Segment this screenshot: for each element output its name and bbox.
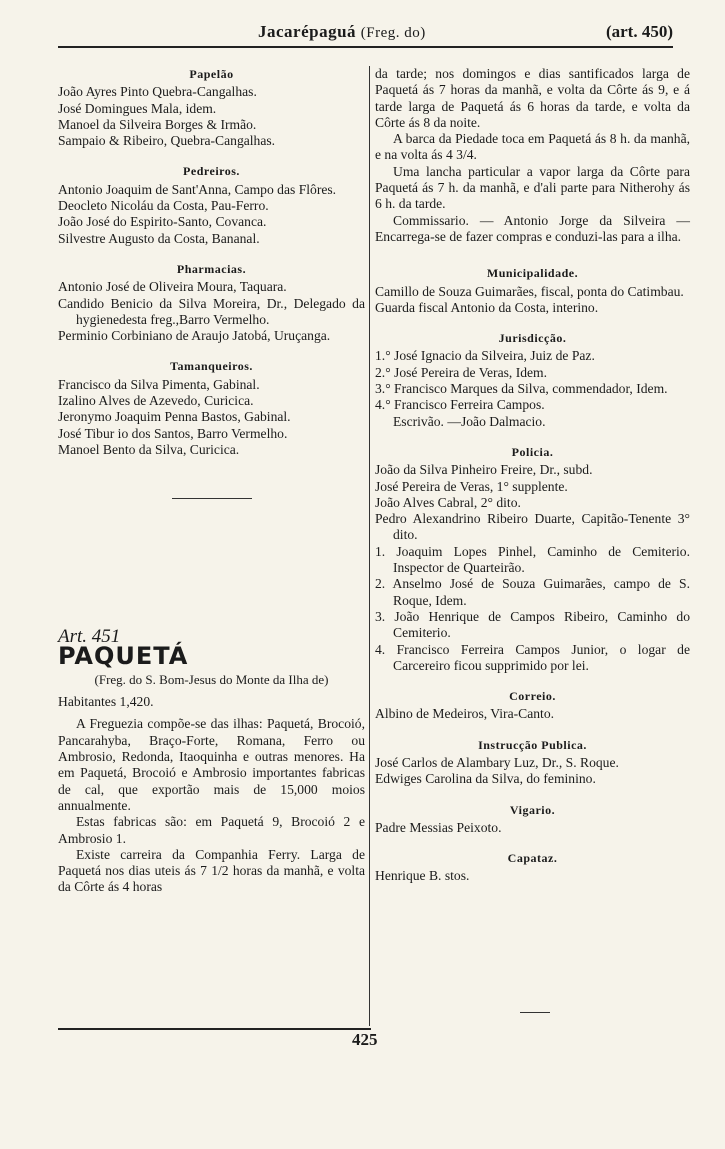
list-item: Manoel Bento da Silva, Curicica.	[58, 441, 240, 457]
list-item: 3. João Henrique de Campos Ribeiro, Caminho do Cemiterio.	[375, 608, 690, 641]
section-heading: Capataz.	[507, 851, 558, 866]
section-heading: Papelão	[189, 67, 234, 81]
section-heading: Vigario.	[509, 802, 556, 817]
section-heading: Policia.	[511, 444, 554, 459]
section-instruccao-publica	[375, 737, 690, 788]
section-heading: Tamanqueiros.	[170, 359, 253, 374]
article-label: Art. 451	[58, 626, 121, 648]
list-item: 2. Anselmo José de Souza Guimarães, campo de S. Roque, Idem.	[375, 576, 690, 608]
section-heading: Municipalidade.	[486, 266, 579, 281]
list-item: Jeronymo Joaquim Penna Bastos, Gabinal.	[58, 409, 291, 425]
paragraph: A Freguezia compõe-se das ilhas: Paquetá, Brocoió, Pancarahyba, Braço-Forte, Romana, Ferro ou Ambrosio, Redonda, Itaoquinha e outras menores. Ha em Paquetá, Brocoió e Ambrosio importantes fabricas de cal, que exportão mais de 15,000 moios annualmente.	[58, 716, 365, 813]
list-item: Silvestre Augusto da Costa, Bananal.	[58, 230, 260, 246]
habitantes-line: Habitantes 1,420.	[58, 694, 154, 710]
section-separator	[172, 498, 252, 499]
list-item: 1.° José Ignacio da Silveira, Juiz de Paz.	[375, 348, 595, 364]
list-item: 3.° Francisco Marques da Silva, commendador, Idem.	[375, 381, 668, 397]
list-item: Antonio Joaquim de Sant'Anna, Campo das Flôres.	[58, 181, 337, 197]
list-item: Padre Messias Peixoto.	[375, 819, 502, 835]
list-item: Antonio José de Oliveira Moura, Taquara.	[58, 279, 287, 295]
list-item: José Domingues Mala, idem.	[58, 100, 217, 116]
section-vigario	[375, 802, 690, 837]
paragraph: A barca da Piedade toca em Paquetá ás 8 h. da manhã, e na volta ás 4 3/4.	[375, 131, 690, 163]
list-item: João Alves Cabral, 2° dito.	[375, 494, 521, 510]
section-pharmacias	[58, 261, 365, 344]
list-item: João da Silva Pinheiro Freire, Dr., subd.	[375, 462, 593, 478]
paragraph: Uma lancha particular a vapor larga da Côrte para Paquetá ás 7 h. da manhã, e d'ali parte para Nitherohy ás 6 h. da tarde.	[375, 163, 690, 212]
right-column	[375, 66, 690, 899]
running-header	[58, 20, 673, 44]
list-item: 4.° Francisco Ferreira Campos.	[375, 397, 545, 413]
list-item: 4. Francisco Ferreira Campos Junior, o logar de Carcereiro ficou supprimido por lei.	[375, 641, 690, 673]
section-tamanqueiros	[58, 358, 365, 458]
section-heading: Pharmacias.	[176, 261, 247, 276]
list-item: Henrique B. stos.	[375, 868, 470, 884]
list-item: Perminio Corbiniano de Araujo Jatobá, Uruçanga.	[58, 328, 331, 344]
list-item: Sampaio & Ribeiro, Quebra-Cangalhas.	[58, 133, 276, 149]
list-item: José Tibur io dos Santos, Barro Vermelho.	[58, 425, 288, 441]
column-divider	[369, 66, 370, 1026]
header-rule	[58, 46, 673, 48]
section-policia	[375, 444, 690, 674]
list-item: João José do Espirito-Santo, Covanca.	[58, 214, 267, 230]
list-item: Guarda fiscal Antonio da Costa, interino.	[375, 299, 599, 315]
section-heading: Correio.	[509, 689, 556, 704]
list-item: José Pereira de Veras, 1° supplente.	[375, 478, 568, 494]
list-item: Pedro Alexandrino Ribeiro Duarte, Capitão-Tenente 3° dito.	[375, 511, 690, 543]
section-papelao	[58, 66, 365, 149]
freguesia-line: (Freg. do S. Bom-Jesus do Monte da Ilha de)	[94, 671, 329, 687]
list-item: Escrivão. —João Dalmacio.	[393, 413, 546, 429]
list-item: Edwiges Carolina da Silva, do feminino.	[375, 771, 596, 787]
paragraph: Existe carreira da Companhia Ferry. Larga de Paquetá nos dias uteis ás 7 1/2 horas da manhã, e volta da Côrte ás 4 horas	[58, 846, 365, 895]
page-number: 425	[352, 1030, 378, 1049]
list-item: 2.° José Pereira de Veras, Idem.	[375, 364, 548, 380]
end-dash	[520, 1012, 550, 1013]
list-item: José Carlos de Alambary Luz, Dr., S. Roque.	[375, 754, 619, 770]
section-heading: Jurisdicção.	[498, 331, 567, 346]
section-jurisdiccao	[375, 330, 690, 430]
section-heading: Instrucção Publica.	[478, 737, 587, 752]
section-pedreiros	[58, 163, 365, 246]
section-municipalidade	[375, 265, 690, 316]
list-item: Candido Benicio da Silva Moreira, Dr., Delegado da hygienedesta freg.,Barro Vermelho.	[58, 295, 365, 327]
section-correio	[375, 688, 690, 723]
list-item: 1. Joaquim Lopes Pinhel, Caminho de Cemiterio. Inspector de Quarteirão.	[375, 543, 690, 576]
header-title	[258, 22, 426, 42]
header-title-text: Jacarépaguá	[258, 22, 357, 41]
header-subtitle: (Freg. do)	[360, 25, 426, 41]
paragraph: Commissario. — Antonio Jorge da Silveira — Encarrega-se de fazer compras e conduzi-las para a ilha.	[375, 212, 690, 244]
section-capataz	[375, 850, 690, 885]
list-item: João Ayres Pinto Quebra-Cangalhas.	[58, 84, 257, 100]
section-heading: Pedreiros.	[183, 164, 240, 179]
left-column	[58, 66, 365, 896]
list-item: Manoel da Silveira Borges & Irmão.	[58, 116, 257, 132]
section-intro	[375, 66, 690, 245]
list-item: Albino de Medeiros, Vira-Canto.	[375, 706, 555, 722]
paragraph: Estas fabricas são: em Paquetá 9, Brocoió 2 e Ambrosio 1.	[58, 814, 365, 846]
list-item: Camillo de Souza Guimarães, fiscal, ponta do Catimbau.	[375, 283, 684, 299]
header-article-number: (art. 450)	[605, 22, 673, 41]
article-title: PAQUETÁ	[58, 641, 189, 670]
list-item: Izalino Alves de Azevedo, Curicica.	[58, 393, 254, 409]
list-item: Francisco da Silva Pimenta, Gabinal.	[58, 376, 260, 392]
bottom-rule	[58, 1028, 371, 1030]
list-item: Deocleto Nicoláu da Costa, Pau-Ferro.	[58, 198, 269, 214]
paragraph: da tarde; nos domingos e dias santificados larga de Paquetá ás 7 horas da manhã, e volta da Côrte ás 9, e á tarde larga de Paquetá ás 6 horas da tarde, e volta da Côrte ás 8 da noite.	[375, 66, 690, 130]
